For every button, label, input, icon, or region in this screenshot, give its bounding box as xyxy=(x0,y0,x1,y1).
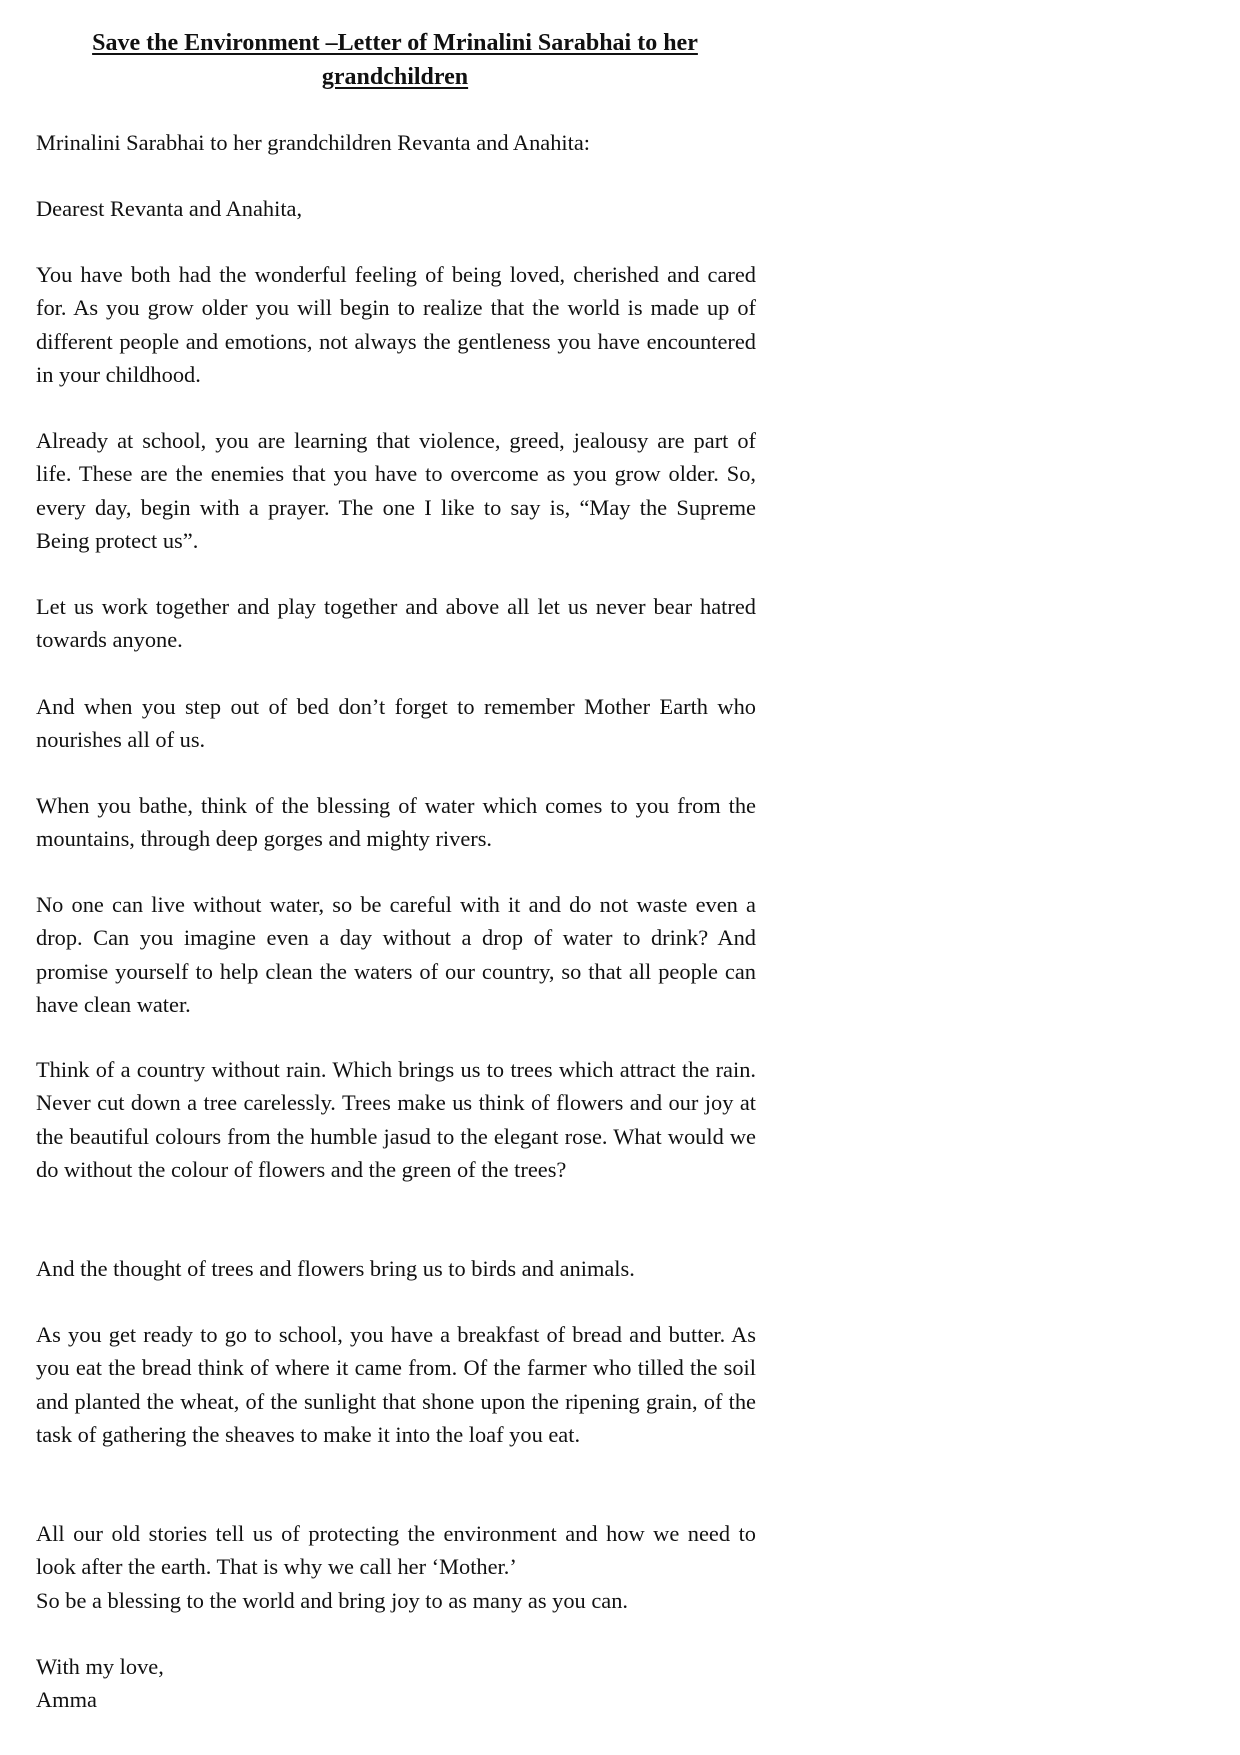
paragraph-6: No one can live without water, so be careful with it and do not waste even a drop. Can you imagine even a day without a drop of water to drink? And promise yourself to help clean the waters of our country, so that all people can have clean water. xyxy=(36,892,756,1017)
paragraph-4: And when you step out of bed don’t forget to remember Mother Earth who nourishes all of us. xyxy=(36,694,756,753)
closing-line: So be a blessing to the world and bring joy to as many as you can. xyxy=(36,1588,629,1613)
title-line-2: grandchildren xyxy=(321,64,469,90)
paragraph-3: Let us work together and play together and above all let us never bear hatred towards anyone. xyxy=(36,594,756,653)
paragraph-8: And the thought of trees and flowers bring us to birds and animals. xyxy=(36,1256,635,1281)
document-title xyxy=(36,26,754,94)
paragraph-9: As you get ready to go to school, you have a breakfast of bread and butter. As you eat the bread think of where it came from. Of the farmer who tilled the soil and planted the wheat, of the sunlight that shone upon the ripening grain, of the task of gathering the sheaves to make it into the loaf you eat. xyxy=(36,1322,756,1447)
paragraph-1: You have both had the wonderful feeling of being loved, cherished and cared for. As you grow older you will begin to realize that the world is made up of different people and emotions, not always the gentleness you have encountered in your childhood. xyxy=(36,262,756,387)
signoff: With my love, xyxy=(36,1654,164,1679)
salutation: Dearest Revanta and Anahita, xyxy=(36,196,303,221)
intro-line: Mrinalini Sarabhai to her grandchildren Revanta and Anahita: xyxy=(36,130,590,155)
paragraph-5: When you bathe, think of the blessing of water which comes to you from the mountains, through deep gorges and mighty rivers. xyxy=(36,793,756,852)
paragraph-10: All our old stories tell us of protecting the environment and how we need to look after the earth. That is why we call her ‘Mother.’ xyxy=(36,1521,756,1580)
paragraph-7: Think of a country without rain. Which brings us to trees which attract the rain. Never cut down a tree carelessly. Trees make us think of flowers and our joy at the beautiful colours from the humble jasud to the elegant rose. What would we do without the colour of flowers and the green of the trees? xyxy=(36,1057,756,1182)
signature: Amma xyxy=(36,1687,97,1712)
paragraph-2: Already at school, you are learning that violence, greed, jealousy are part of life. These are the enemies that you have to overcome as you grow older. So, every day, begin with a prayer. The one I like to say is, “May the Supreme Being protect us”. xyxy=(36,428,756,553)
title-line-1: Save the Environment –Letter of Mrinalini Sarabhai to her xyxy=(92,30,698,56)
